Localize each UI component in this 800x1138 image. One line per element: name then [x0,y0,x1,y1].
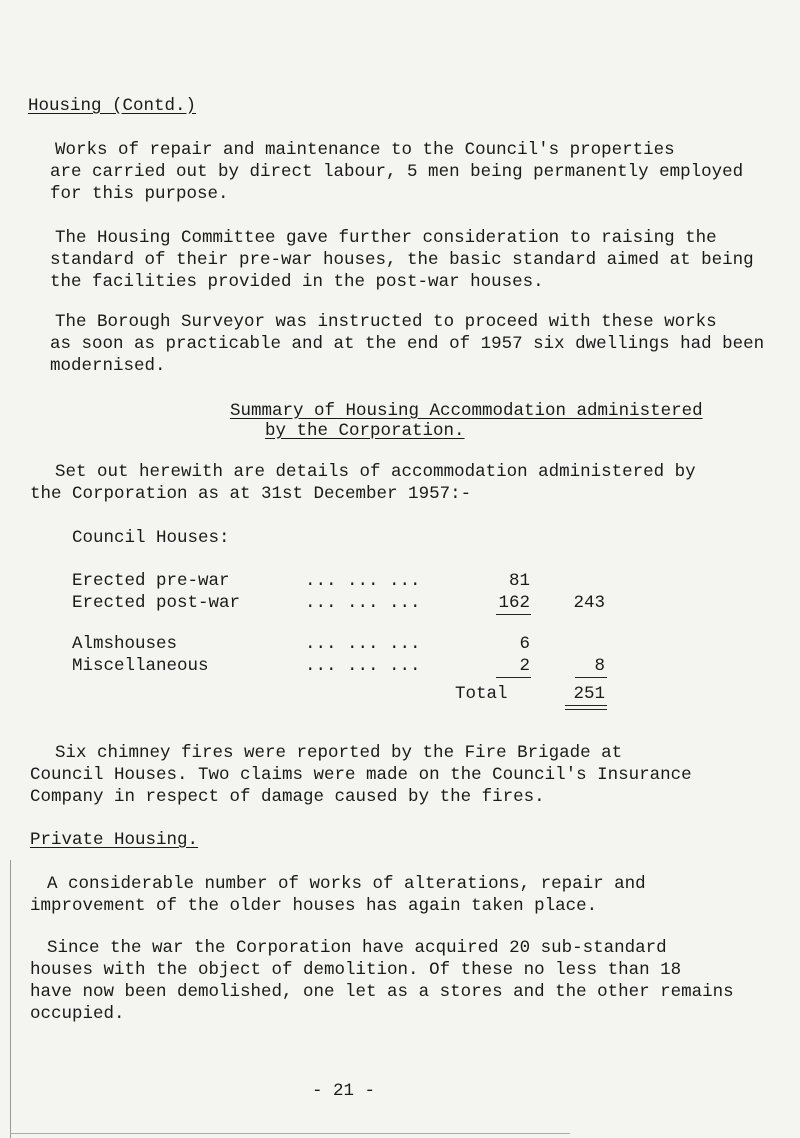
text-line: occupied. [30,1004,125,1024]
table-row-subtotal: 243 [573,593,605,613]
text-line: A considerable number of works of alterations, repair and [47,874,646,894]
paragraph-private-works [30,873,767,917]
table-row-value: 2 [519,656,530,676]
paragraph-standard [50,227,775,293]
underline-rule [496,677,531,678]
text-line: modernised. [50,356,166,376]
table-row-label: Miscellaneous [72,656,209,676]
underline-rule [496,614,531,615]
table-row-label: Erected post-war [72,593,241,613]
paragraph-fires [30,742,775,808]
text-line: Company in respect of damage caused by the fires. [30,787,545,807]
table-row-value: 162 [498,593,530,613]
text-line: the facilities provided in the post-war houses. [50,272,544,292]
double-rule [565,705,607,706]
text-line: the Corporation as at 31st December 1957:- [30,484,472,504]
table-row-value: 6 [519,634,530,654]
text-line: Works of repair and maintenance to the Council's properties [55,140,675,160]
scan-bottom-line [10,1133,570,1134]
text-line: The Borough Surveyor was instructed to proceed with these works [55,312,717,332]
text-line: are carried out by direct labour, 5 men being permanently employed [50,162,744,182]
table-row-leader: ... ... ... [305,593,421,613]
text-line: Council Houses. Two claims were made on the Council's Insurance [30,765,692,785]
table-row-leader: ... ... ... [305,634,421,654]
text-line: as soon as practicable and at the end of 1957 six dwellings had been [50,334,765,354]
text-line: Since the war the Corporation have acquired 20 sub-standard [47,938,667,958]
table-row-value: 81 [508,571,530,591]
table-row-leader: ... ... ... [305,571,421,591]
text-line: for this purpose. [50,184,229,204]
page-number: - 21 - [312,1081,376,1101]
paragraph-surveyor [50,311,775,377]
table-row-leader: ... ... ... [305,656,421,676]
text-line: have now been demolished, one let as a stores and the other remains [30,982,734,1002]
summary-heading-line1: Summary of Housing Accommodation administered [230,401,703,421]
total-value: 251 [573,684,605,704]
council-houses-label: Council Houses: [72,528,230,548]
table-row-label: Erected pre-war [72,571,230,591]
summary-heading-line2: by the Corporation. [265,421,465,441]
summary-intro [30,461,775,505]
text-line: improvement of the older houses has again taken place. [30,896,598,916]
paragraph-repairs [50,139,775,205]
text-line: The Housing Committee gave further consideration to raising the [55,228,717,248]
paragraph-private-acquired [30,937,767,1025]
underline-rule [575,677,607,678]
text-line: standard of their pre-war houses, the basic standard aimed at being [50,250,754,270]
table-row-subtotal: 8 [594,656,605,676]
double-rule [565,709,607,710]
section-heading: Housing (Contd.) [28,96,197,116]
total-label: Total [455,684,508,704]
private-housing-heading: Private Housing. [30,830,199,850]
table-row-label: Almshouses [72,634,178,654]
text-line: Set out herewith are details of accommodation administered by [55,462,696,482]
text-line: houses with the object of demolition. Of these no less than 18 [30,960,682,980]
scan-margin-line [10,860,11,1138]
text-line: Six chimney fires were reported by the Fire Brigade at [55,743,623,763]
